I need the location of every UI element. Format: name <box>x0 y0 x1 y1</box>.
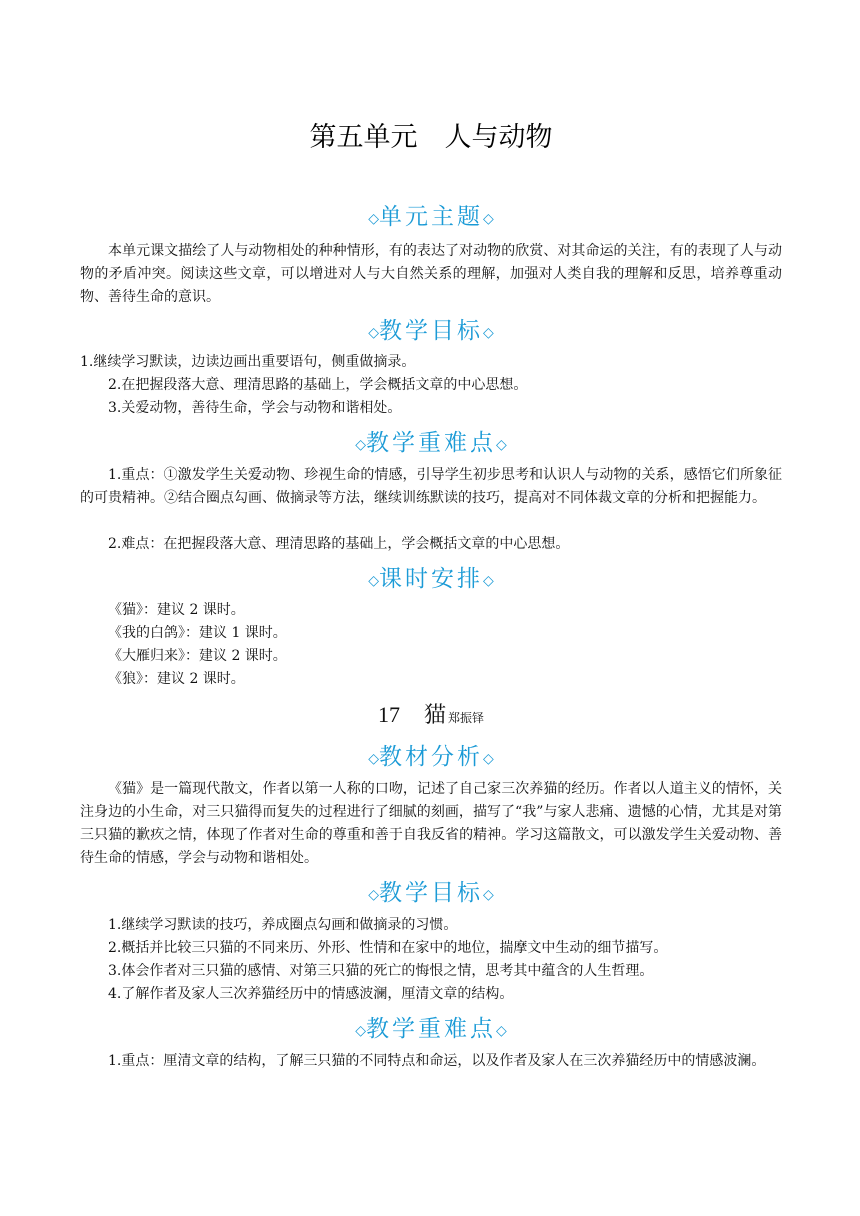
diamond-icon: ◇ <box>368 325 379 341</box>
diamond-icon: ◇ <box>483 751 494 767</box>
unit-goal-item: 1.继续学习默读，边读边画出重要语句，侧重做摘录。 <box>80 354 416 370</box>
diamond-icon: ◇ <box>483 887 494 903</box>
lesson-heading <box>80 698 782 729</box>
schedule-item: 《我的白鸽》：建议 1 课时。 <box>108 625 287 641</box>
unit-theme-paragraph: 本单元课文描绘了人与动物相处的种种情形，有的表达了对动物的欣赏、对其命运的关注，有的表现了人与动物的矛盾冲突。阅读这些文章，可以增进对人与大自然关系的理解，加强对人类自我的理解和反思，培养尊重动物、善待生命的意识。 <box>80 243 782 305</box>
unit-key-point-item: 2.难点：在把握段落大意、理清思路的基础上，学会概括文章的中心思想。 <box>108 536 570 552</box>
lesson-key-point-item: 1.重点：厘清文章的结构，了解三只猫的不同特点和命运，以及作者及家人在三次养猫经历中的情感波澜。 <box>108 1053 766 1069</box>
lesson-goal-item: 1.继续学习默读的技巧，养成圈点勾画和做摘录的习惯。 <box>108 917 458 933</box>
section-heading-schedule: ◇课时安排◇ <box>368 566 494 592</box>
lesson-goal-item: 2.概括并比较三只猫的不同来历、外形、性情和在家中的地位，揣摩文中生动的细节描写。 <box>108 940 668 956</box>
diamond-icon: ◇ <box>483 325 494 341</box>
unit-goal-item: 3.关爱动物，善待生命，学会与动物和谐相处。 <box>108 400 402 416</box>
diamond-icon: ◇ <box>483 211 494 227</box>
material-paragraph: 《猫》是一篇现代散文，作者以第一人称的口吻，记述了自己家三次养猫的经历。作者以人道主义的情怀，关注身边的小生命，对三只猫得而复失的过程进行了细腻的刻画，描写了“我”与家人悲痛、遗憾的心情，尤其是对第三只猫的歉疚之情，体现了作者对生命的尊重和善于自我反省的精神。学习这篇散文，可以激发学生关爱动物、善待生命的情感，学会与动物和谐相处。 <box>80 781 782 866</box>
lesson-goal-item: 3.体会作者对三只猫的感情、对第三只猫的死亡的悔恨之情，思考其中蕴含的人生哲理。 <box>108 963 654 979</box>
section-heading-material: ◇教材分析◇ <box>368 744 494 770</box>
diamond-icon: ◇ <box>355 437 366 453</box>
section-heading-unit-goals: ◇教学目标◇ <box>368 318 494 344</box>
diamond-icon: ◇ <box>355 1023 366 1039</box>
lesson-name: 猫 <box>423 703 446 728</box>
diamond-icon: ◇ <box>368 887 379 903</box>
section-heading-unit-theme: ◇单元主题◇ <box>368 204 494 230</box>
lesson-goal-item: 4.了解作者及家人三次养猫经历中的情感波澜，厘清文章的结构。 <box>108 986 514 1002</box>
diamond-icon: ◇ <box>483 573 494 589</box>
lesson-author: 郑振铎 <box>448 711 485 725</box>
unit-key-point-item: 1.重点：①激发学生关爱动物、珍视生命的情感，引导学生初步思考和认识人与动物的关系，感悟它们所象征的可贵精神。②结合圈点勾画、做摘录等方法，继续训练默读的技巧，提高对不同体裁文章的分析和把握能力。 <box>80 467 782 506</box>
section-heading-lesson-goals: ◇教学目标◇ <box>368 880 494 906</box>
schedule-item: 《猫》：建议 2 课时。 <box>108 602 245 618</box>
unit-title: 第五单元 人与动物 <box>309 122 553 153</box>
section-heading-lesson-key-points: ◇教学重难点◇ <box>355 1016 507 1042</box>
section-heading-unit-key-points: ◇教学重难点◇ <box>355 430 507 456</box>
diamond-icon: ◇ <box>368 573 379 589</box>
unit-goal-item: 2.在把握段落大意、理清思路的基础上，学会概括文章的中心思想。 <box>108 377 528 393</box>
diamond-icon: ◇ <box>496 1023 507 1039</box>
schedule-item: 《狼》：建议 2 课时。 <box>108 671 245 687</box>
lesson-number: 17 <box>377 702 400 727</box>
diamond-icon: ◇ <box>368 751 379 767</box>
diamond-icon: ◇ <box>368 211 379 227</box>
diamond-icon: ◇ <box>496 437 507 453</box>
schedule-item: 《大雁归来》：建议 2 课时。 <box>108 648 287 664</box>
